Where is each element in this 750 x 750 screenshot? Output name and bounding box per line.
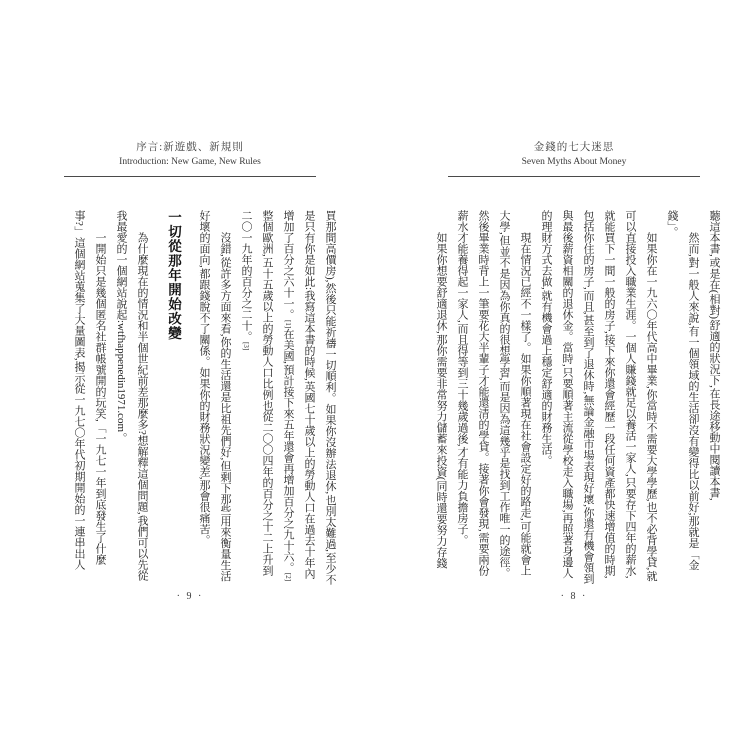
left-header-rule: [64, 176, 316, 177]
page-left: [40, 0, 340, 750]
paragraph: 現在情況已經不一樣了。如果你順著現在社會設定好的路走,可能就會上大學,但並不是因為你真的很想學習,而是因為這幾乎是找到工作唯一的途徑。然後畢業時背上一筆要花大半輩子才能還清的學貸。接著你會發現,需要兩份薪水才能養得起一家人,而且得等到三十幾歲過後,才有能力負擔房子。: [456, 210, 531, 579]
left-page-body: [40, 210, 340, 586]
right-running-head-zh: 金錢的七大迷思: [533, 142, 615, 153]
footnote-marker: [3]: [242, 342, 250, 351]
page-right: [424, 0, 724, 750]
right-running-head: [424, 141, 724, 177]
footnote-marker: [1]: [284, 320, 292, 329]
paragraph: 如果你想要舒適退休,那你需要非常努力儲蓄來投資(同時還要努力存錢: [435, 232, 447, 569]
paragraph: 然而,對一般人來說,有一個領域的生活卻沒有變得比以前好;那就是「金錢」。: [666, 210, 699, 571]
left-running-head-en: Introduction: New Game, New Rules: [119, 157, 261, 167]
left-running-head-zh: 序言:新遊戲、新規則: [136, 142, 244, 153]
footnote-marker: [2]: [284, 572, 292, 582]
paragraph: 買那間高價房),然後只能祈禱一切順利。如果你沒辦法退休,也別太難過,至少不是只有你是如此:我寫這本書的時候,英國七十歲以上的勞動人口在過去十年內增加了百分之六十一。[1]在美國,預計接下來五年還會再增加百分之九十六。[2]整個歐洲,五十五歲以上的勞動人口比例也從二〇〇四年的百分之十二上升到二〇一九年的百分之二十。[3]: [240, 210, 336, 585]
right-header-rule: [448, 176, 700, 177]
section-heading: 一切從那年開始改變: [166, 210, 181, 341]
left-running-head: [40, 141, 340, 177]
right-running-head-en: Seven Myths About Money: [521, 157, 627, 167]
right-page-number: · 8 ·: [560, 591, 588, 602]
paragraph: 如果你在一九六〇年代高中畢業,你當時不需要大學學歷,也不必背學貸,就可以直接投入職業生涯。一個人賺錢就足以養活一家人,只要存下四年的薪水,就能買下一間一般的房子,接下來你還會經歷一段任何資產都快速增值的時期,包括你住的房子,而且,甚至到了退休時,無論金融市場表現好壞,你還有機會領到與最後薪資相關的退休金。當時,只要順著主流從學校走入職場,再照著身邊人的理財方式去做,就有機會過上穩定舒適的財務生活。: [540, 210, 657, 584]
paragraph: 聽這本書,或是在(相對)舒適的狀況下,在長途移動中閱讀本書,: [708, 210, 720, 501]
paragraph: 一開始只是幾個匿名社群帳號開的玩笑,「一九七一年到底發生了什麼事?」這個網站蒐集了大量圖表,揭示從一九七〇年代初期開始的一連串出人: [73, 210, 106, 570]
right-page-body: [424, 210, 724, 586]
paragraph: 為什麼現在的情況和半個世紀前差那麼多?想解釋這個問題,我們可以先從我最愛的一個網站說起:wtfhappenedin1971.com。: [115, 210, 148, 581]
paragraph: 沒錯,從許多方面來看,你的生活還是比祖先們好,但剩下那些用來衡量生活好壞的面向,都跟錢脫不了關係。如果你的財務狀況變差,那會很痛苦。: [198, 210, 231, 582]
left-page-number: · 9 ·: [176, 591, 204, 602]
